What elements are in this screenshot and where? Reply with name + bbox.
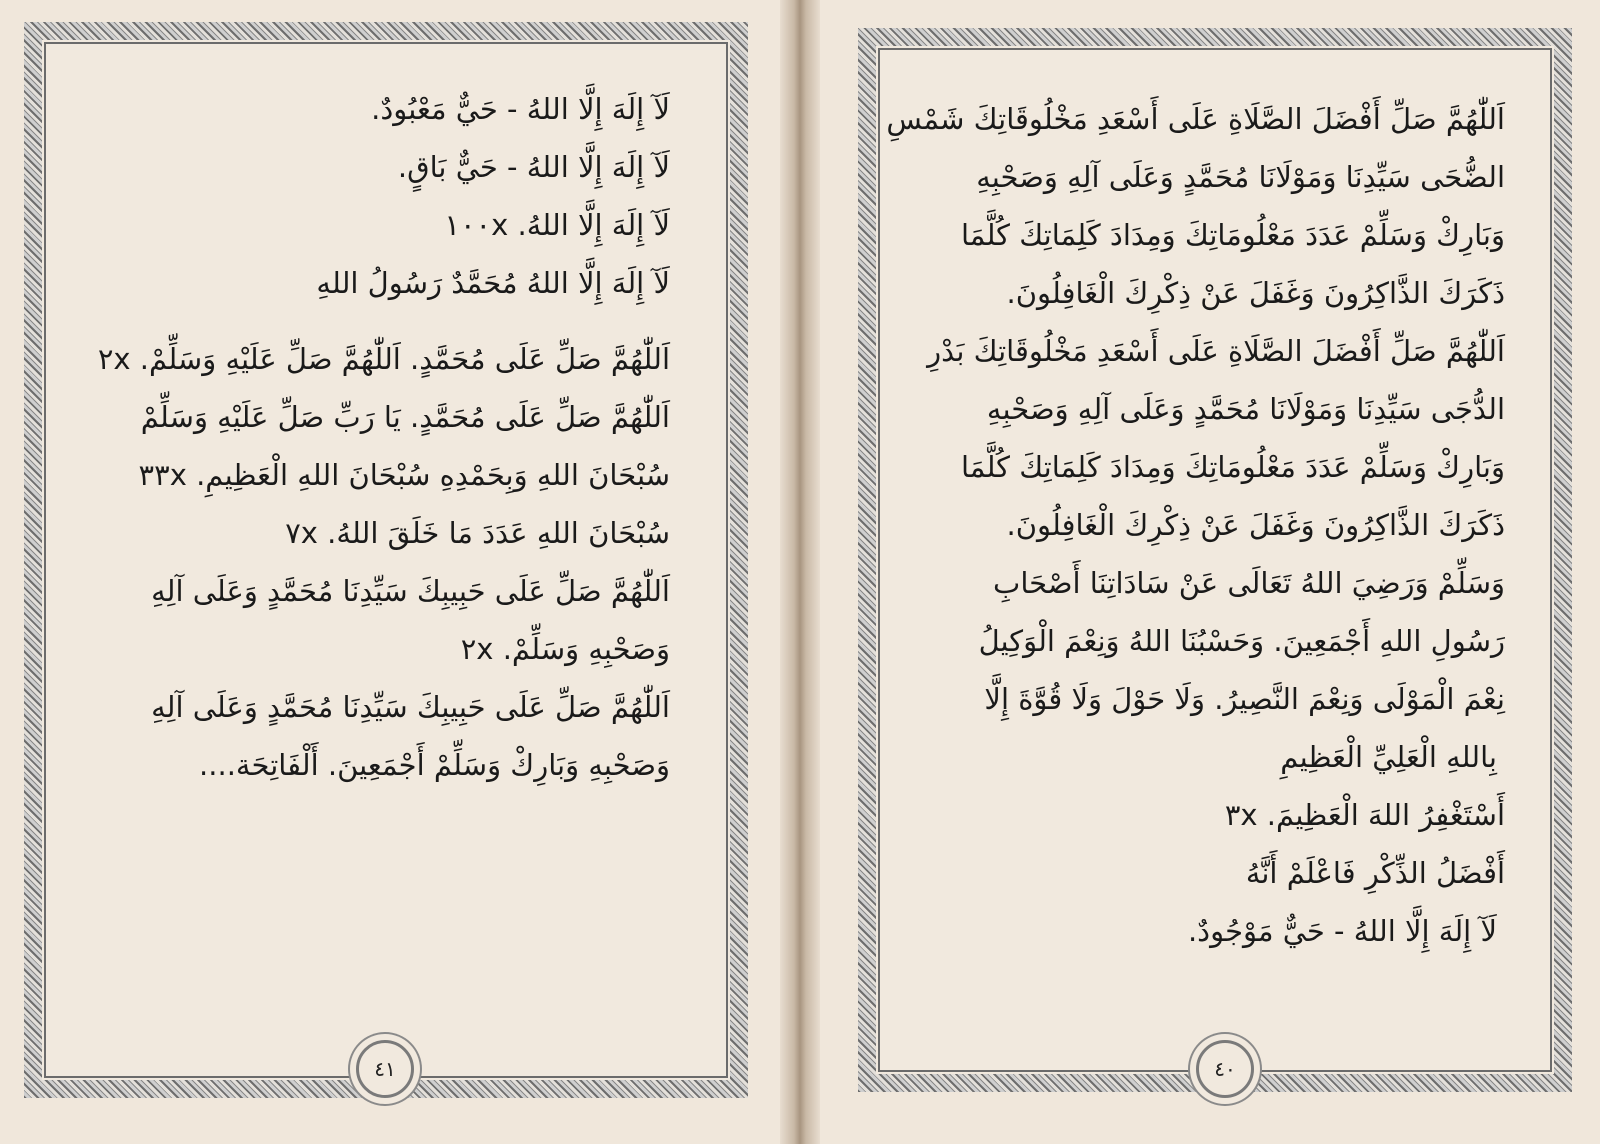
book-gutter [780, 0, 820, 1144]
text-line: نِعْمَ الْمَوْلَى وَنِعْمَ النَّصِيرُ. وَلَا حَوْلَ وَلَا قُوَّةَ إِلَّا [984, 682, 1505, 716]
text-line: لَآ إِلَهَ إِلَّا اللهُ. ١٠٠x [444, 208, 670, 242]
text-line: الضُّحَى سَيِّدِنَا وَمَوْلَانَا مُحَمَّدٍ وَعَلَى آلِهِ وَصَحْبِهِ [976, 160, 1505, 194]
page-number-badge [1196, 1040, 1254, 1098]
text-line: أَفْضَلُ الذِّكْرِ فَاعْلَمْ أَنَّهُ [1245, 856, 1505, 890]
text-line: وَسَلِّمْ وَرَضِيَ اللهُ تَعَالَى عَنْ سَادَاتِنَا أَصْحَابِ [993, 566, 1505, 600]
text-line: اَللّٰهُمَّ صَلِّ أَفْضَلَ الصَّلَاةِ عَلَى أَسْعَدِ مَخْلُوقَاتِكَ بَدْرِ [927, 334, 1505, 368]
text-line: وَصَحْبِهِ وَسَلِّمْ. ٢x [460, 632, 670, 666]
text-line: وَبَارِكْ وَسَلِّمْ عَدَدَ مَعْلُومَاتِكَ وَمِدَادَ كَلِمَاتِكَ كُلَّمَا [960, 450, 1505, 484]
left-page-text [80, 80, 670, 794]
text-line: اَللّٰهُمَّ صَلِّ عَلَى حَبِيبِكَ سَيِّدِنَا مُحَمَّدٍ وَعَلَى آلِهِ [151, 690, 670, 724]
text-line: اَللّٰهُمَّ صَلِّ عَلَى مُحَمَّدٍ. يَا رَبِّ صَلِّ عَلَيْهِ وَسَلِّمْ [140, 400, 670, 434]
text-line: لَآ إِلَهَ إِلَّا اللهُ - حَيٌّ مَعْبُودٌ. [371, 92, 670, 126]
page-number-badge [356, 1040, 414, 1098]
page-number: ٤١ [374, 1057, 396, 1081]
text-line: الدُّجَى سَيِّدِنَا وَمَوْلَانَا مُحَمَّدٍ وَعَلَى آلِهِ وَصَحْبِهِ [986, 392, 1505, 426]
text-line: وَصَحْبِهِ وَبَارِكْ وَسَلِّمْ أَجْمَعِينَ. أَلْفَاتِحَة.... [199, 748, 670, 782]
text-line: اَللّٰهُمَّ صَلِّ عَلَى حَبِيبِكَ سَيِّدِنَا مُحَمَّدٍ وَعَلَى آلِهِ [151, 574, 670, 608]
text-line: وَبَارِكْ وَسَلِّمْ عَدَدَ مَعْلُومَاتِكَ وَمِدَادَ كَلِمَاتِكَ كُلَّمَا [960, 218, 1505, 252]
text-line: اَللّٰهُمَّ صَلِّ أَفْضَلَ الصَّلَاةِ عَلَى أَسْعَدِ مَخْلُوقَاتِكَ شَمْسِ [886, 102, 1505, 136]
right-page-text [886, 90, 1505, 960]
text-line: لَآ إِلَهَ إِلَّا اللهُ - حَيٌّ مَوْجُودٌ. [1187, 914, 1497, 948]
text-line: أَسْتَغْفِرُ اللهَ الْعَظِيمَ. ٣x [1224, 798, 1505, 832]
text-line: بِاللهِ الْعَلِيِّ الْعَظِيمِ [1280, 740, 1497, 774]
text-line: لَآ إِلَهَ إِلَّا اللهُ - حَيٌّ بَاقٍ. [397, 150, 670, 184]
text-line: سُبْحَانَ اللهِ عَدَدَ مَا خَلَقَ اللهُ. ٧x [285, 516, 670, 550]
text-line: لَآ إِلَهَ إِلَّا اللهُ مُحَمَّدٌ رَسُولُ اللهِ [316, 266, 670, 300]
page-number: ٤٠ [1214, 1057, 1236, 1081]
text-line: ذَكَرَكَ الذَّاكِرُونَ وَغَفَلَ عَنْ ذِكْرِكَ الْغَافِلُونَ. [1006, 508, 1505, 542]
text-line: رَسُولِ اللهِ أَجْمَعِينَ. وَحَسْبُنَا اللهُ وَنِعْمَ الْوَكِيلُ [978, 624, 1505, 658]
text-line: سُبْحَانَ اللهِ وَبِحَمْدِهِ سُبْحَانَ اللهِ الْعَظِيمِ. ٣٣x [138, 458, 670, 492]
text-line: اَللّٰهُمَّ صَلِّ عَلَى مُحَمَّدٍ. اَللّٰهُمَّ صَلِّ عَلَيْهِ وَسَلِّمْ. ٢x [97, 342, 670, 376]
text-line: ذَكَرَكَ الذَّاكِرُونَ وَغَفَلَ عَنْ ذِكْرِكَ الْغَافِلُونَ. [1006, 276, 1505, 310]
